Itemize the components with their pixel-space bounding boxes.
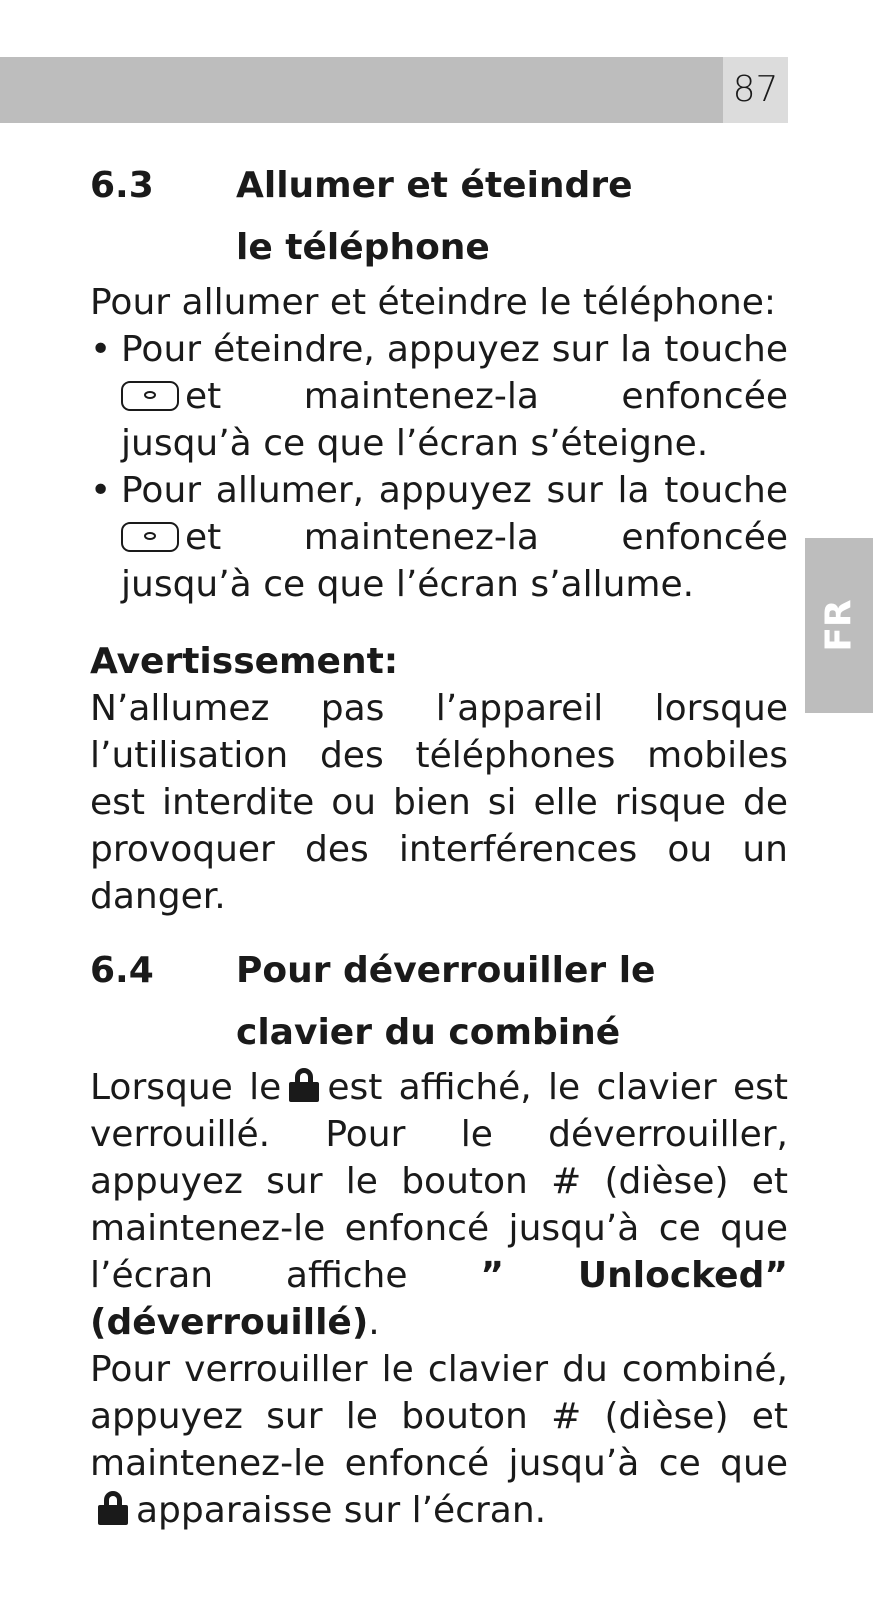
intro-paragraph: Pour allumer et éteindre le téléphone:	[90, 282, 777, 323]
section-number: 6.3	[90, 165, 154, 206]
lock-icon	[98, 1491, 128, 1525]
list-item	[90, 467, 788, 608]
list-item-text: Pour éteindre, appuyez sur la touche	[121, 329, 788, 370]
paragraph-text: Lorsque le	[90, 1067, 282, 1108]
page-content	[90, 155, 788, 1534]
lock-icon	[289, 1068, 319, 1102]
unlocked-label: ” Unlocked” (déverrouillé)	[90, 1255, 789, 1343]
section-heading-6-4	[90, 940, 788, 1064]
section-title-line2: clavier du combiné	[236, 1012, 621, 1053]
paragraph-text: est affiché, le clavier est verrouillé. Pour le déverrouiller, appuyez sur le bouton # (dièse) et maintenez-le enfoncé jusqu’à ce que l’écran affiche	[90, 1067, 789, 1296]
lock-paragraph	[90, 1346, 788, 1534]
bullet: •	[90, 329, 112, 370]
unlock-paragraph	[90, 1064, 788, 1346]
warning-text: N’allumez pas l’appareil lorsque l’utilisation des téléphones mobiles est interdite ou bien si elle risque de provoquer des interférences ou un danger.	[90, 688, 788, 917]
list-item-text: et maintenez-la enfoncée jusqu’à ce que l’écran s’allume.	[121, 517, 788, 605]
list-item-text: Pour allumer, appuyez sur la touche	[121, 470, 788, 511]
list-item	[90, 326, 788, 467]
paragraph-text: apparaisse sur l’écran.	[136, 1490, 547, 1531]
paragraph-text: Pour verrouiller le clavier du combiné, appuyez sur le bouton # (dièse) et maintenez-le enfoncé jusqu’à ce que	[90, 1349, 788, 1484]
end-call-key-icon	[121, 381, 179, 411]
paragraph-text: .	[368, 1302, 380, 1343]
instruction-list	[90, 326, 788, 608]
list-item-text: et maintenez-la enfoncée jusqu’à ce que l’écran s’éteigne.	[121, 376, 788, 464]
warning-title: Avertissement:	[90, 641, 399, 682]
section-number: 6.4	[90, 950, 154, 991]
header-bar	[0, 57, 723, 123]
end-call-key-icon	[121, 522, 179, 552]
bullet: •	[90, 470, 112, 511]
section-title-line1: Pour déverrouiller le	[236, 950, 656, 991]
section-heading-6-3	[90, 155, 788, 279]
section-title-line2: le téléphone	[236, 227, 490, 268]
language-tab-label: FR	[818, 599, 860, 652]
section-title	[236, 155, 788, 279]
page-number: 87	[723, 57, 788, 123]
section-title-line1: Allumer et éteindre	[236, 165, 633, 206]
language-tab	[805, 538, 873, 713]
section-title	[236, 940, 788, 1064]
